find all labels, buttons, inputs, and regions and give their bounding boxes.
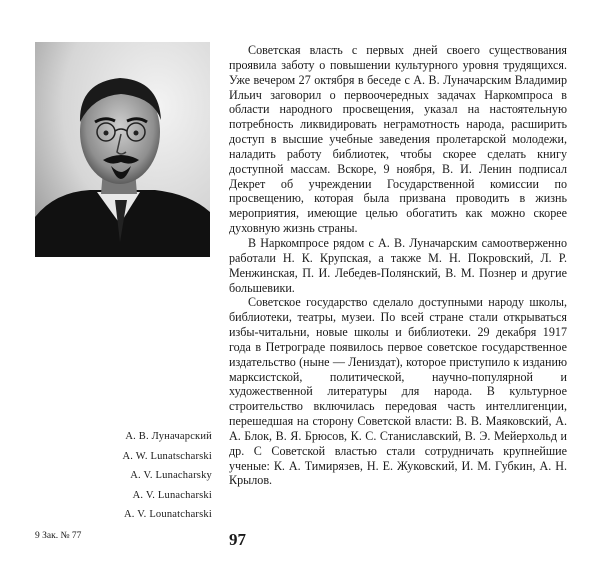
caption-english: A. V. Lunacharsky [130,470,212,481]
paragraph: Советское государство сделало доступными народу школы, библиотеки, театры, музеи. По всей стране стали открываться избы-читальни, новые школы и библиотеки. 29 декабря 1917 года в Петрограде появилось первое советское государственное издательство (ныне — Лениздат), которое приступило к изданию марксистской, политической, научно-популярной и художественной литературы для народа. В культурное строительство включилась передовая часть интеллигенции, перешедшая на сторону Советской власти: В. В. Маяковский, А. А. Блок, В. Я. Брюсов, К. С. Станиславский, В. Э. Мейерхольд и др. С Советской властью стали сотрудничать крупнейшие ученые: К. А. Тимирязев, Н. Е. Жуковский, И. М. Губкин, А. Н. Крылов. [229,295,567,488]
paragraph: Советская власть с первых дней своего существования проявила заботу о повышении культурного уровня трудящихся. Уже вечером 27 октября в беседе с А. В. Луначарским Владимир Ильич заговорил о первоочередных задачах Наркомпроса в области народного просвещения, указал на настоятельную потребность ликвидировать неграмотность народа, расширить доступ в высшие учебные заведения пролетарской молодежи, наладить работу библиотек, чтобы скорее сделать книгу доступной массам. Вскоре, 9 ноября, В. И. Ленин подписал Декрет об учреждении Государственной комиссии по просвещению, которая была призвана проводить в жизнь мероприятия, имеющие целью обогатить как можно скорее духовную жизнь страны. [229,43,567,236]
caption-french: A. V. Lounatcharski [124,509,212,520]
page-number: 97 [229,530,246,549]
portrait-caption [60,427,212,525]
caption-german: A. W. Lunatscharski [122,450,212,462]
paragraph: В Наркомпросе рядом с А. В. Луначарским самоотверженно работали Н. К. Крупская, а также М. Н. Покровский, Л. Р. Менжинская, П. И. Лебедев-Полянский, В. М. Познер и другие большевики. [229,235,567,295]
caption-russian: А. В. Луначарский [125,431,212,442]
body-text [229,43,567,488]
caption-spanish: A. V. Lunacharski [132,489,212,501]
printing-signature: 9 Зак. № 77 [35,531,82,541]
lunacharsky-portrait [35,42,210,257]
